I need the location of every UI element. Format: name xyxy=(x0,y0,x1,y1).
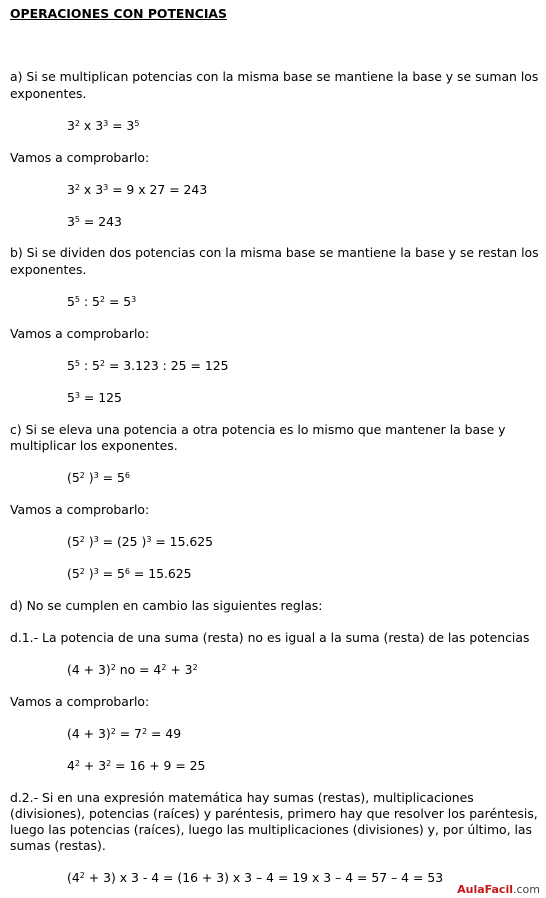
exponent: 2 xyxy=(74,759,80,768)
formula-term: + 3 xyxy=(79,758,107,773)
watermark-brand: AulaFacil xyxy=(457,883,513,896)
formula-term: = 15.625 xyxy=(151,534,214,549)
rule-b-proof-2 xyxy=(67,390,122,405)
formula-term: (5 xyxy=(67,470,80,485)
rule-b-check-label: Vamos a comprobarlo: xyxy=(10,326,150,341)
rule-d1-check-label: Vamos a comprobarlo: xyxy=(10,694,150,709)
exponent: 2 xyxy=(141,727,148,736)
formula-term: 3 xyxy=(67,214,75,229)
formula-term: = 243 xyxy=(79,214,122,229)
rule-a-formula xyxy=(67,118,139,133)
formula-term: (5 xyxy=(67,566,80,581)
exponent: 3 xyxy=(131,295,137,304)
formula-term: (4 xyxy=(67,870,80,885)
exponent: 2 xyxy=(79,871,85,880)
formula-term: = 5 xyxy=(98,566,125,581)
exponent: 2 xyxy=(110,663,116,672)
formula-term: 5 xyxy=(67,390,75,405)
rule-a-proof-1 xyxy=(67,182,207,197)
formula-term: = 5 xyxy=(98,470,125,485)
rule-d2-formula xyxy=(67,870,443,885)
exponent: 6 xyxy=(124,471,130,480)
formula-term: 3 xyxy=(67,182,75,197)
formula-term: 5 xyxy=(67,294,75,309)
formula-term: ) xyxy=(84,566,94,581)
exponent: 3 xyxy=(93,567,99,576)
rule-b-proof-1 xyxy=(67,358,228,373)
rule-b-text-cont: exponentes. xyxy=(10,262,87,277)
exponent: 2 xyxy=(99,295,106,304)
exponent: 2 xyxy=(79,567,85,576)
rule-b-formula xyxy=(67,294,136,309)
exponent: 2 xyxy=(79,535,85,544)
formula-term: = 49 xyxy=(147,726,182,741)
formula-term: = 5 xyxy=(105,294,132,309)
rule-a-proof-2 xyxy=(67,214,122,229)
formula-term: = (25 ) xyxy=(98,534,147,549)
rule-b-text: b) Si se dividen dos potencias con la misma base se mantiene la base y se restan los xyxy=(10,245,539,260)
formula-term: + 3 xyxy=(166,662,193,677)
rule-c-proof-1 xyxy=(67,534,213,549)
exponent: 2 xyxy=(110,727,116,736)
formula-term: (4 + 3) xyxy=(67,662,111,677)
formula-term: = 9 x 27 = 243 xyxy=(108,182,208,197)
formula-term: = 3 xyxy=(108,118,135,133)
formula-term: no = 4 xyxy=(115,662,162,677)
rule-c-text-cont: multiplicar los exponentes. xyxy=(10,438,178,453)
rule-d2-text-4: sumas (restas). xyxy=(10,838,106,853)
rule-c-check-label: Vamos a comprobarlo: xyxy=(10,502,150,517)
rule-a-text-cont: exponentes. xyxy=(10,86,87,101)
exponent: 2 xyxy=(74,119,80,128)
formula-term: x 3 xyxy=(79,182,104,197)
formula-term: = 3.123 : 25 = 125 xyxy=(105,358,229,373)
exponent: 5 xyxy=(74,295,80,304)
exponent: 3 xyxy=(103,183,109,192)
formula-term: + 3) x 3 - 4 = (16 + 3) x 3 – 4 = 19 x 3 – 4 = 57 – 4 = 53 xyxy=(84,870,444,885)
formula-term: = 7 xyxy=(115,726,142,741)
exponent: 5 xyxy=(74,215,80,224)
formula-term: = 15.625 xyxy=(129,566,192,581)
exponent: 3 xyxy=(93,535,99,544)
exponent: 5 xyxy=(74,359,80,368)
formula-term: 4 xyxy=(67,758,75,773)
rule-d2-text-1: d.2.- Si en una expresión matemática hay sumas (restas), multiplicaciones xyxy=(10,790,474,805)
formula-term: 5 xyxy=(67,358,75,373)
formula-term: ) xyxy=(84,470,94,485)
rule-d-text: d) No se cumplen en cambio las siguientes reglas: xyxy=(10,598,323,613)
formula-term: (4 + 3) xyxy=(67,726,111,741)
formula-term: : 5 xyxy=(79,294,100,309)
formula-term: : 5 xyxy=(79,358,100,373)
rule-c-proof-2 xyxy=(67,566,192,581)
exponent: 2 xyxy=(79,471,85,480)
rule-c-text: c) Si se eleva una potencia a otra potencia es lo mismo que mantener la base y xyxy=(10,422,506,437)
formula-term: x 3 xyxy=(79,118,104,133)
rule-c-formula xyxy=(67,470,130,485)
formula-term: = 125 xyxy=(79,390,122,405)
rule-d1-formula xyxy=(67,662,198,677)
formula-term: 3 xyxy=(67,118,75,133)
rule-d2-text-3: luego las potencias (raíces), luego las multiplicaciones (divisiones) y, por último, las xyxy=(10,822,532,837)
rule-a-check-label: Vamos a comprobarlo: xyxy=(10,150,150,165)
page-title: OPERACIONES CON POTENCIAS xyxy=(10,6,227,21)
exponent: 6 xyxy=(124,567,130,576)
rule-d1-proof-2 xyxy=(67,758,205,773)
exponent: 3 xyxy=(146,535,152,544)
aulafacil-watermark xyxy=(457,883,540,896)
formula-term: ) xyxy=(84,534,94,549)
exponent: 2 xyxy=(161,663,167,672)
formula-term: (5 xyxy=(67,534,80,549)
exponent: 5 xyxy=(134,119,140,128)
watermark-domain: .com xyxy=(513,883,540,896)
exponent: 2 xyxy=(106,759,112,768)
exponent: 3 xyxy=(103,119,109,128)
exponent: 3 xyxy=(74,391,80,400)
rule-d1-text: d.1.- La potencia de una suma (resta) no es igual a la suma (resta) de las potencias xyxy=(10,630,530,645)
exponent: 3 xyxy=(93,471,99,480)
formula-term: = 16 + 9 = 25 xyxy=(111,758,206,773)
exponent: 2 xyxy=(192,663,198,672)
exponent: 2 xyxy=(74,183,80,192)
rule-a-text: a) Si se multiplican potencias con la misma base se mantiene la base y se suman los xyxy=(10,69,539,84)
exponent: 2 xyxy=(99,359,106,368)
rule-d2-text-2: (divisiones), potencias (raíces) y paréntesis, primero hay que resolver los paréntesis, xyxy=(10,806,538,821)
rule-d1-proof-1 xyxy=(67,726,181,741)
